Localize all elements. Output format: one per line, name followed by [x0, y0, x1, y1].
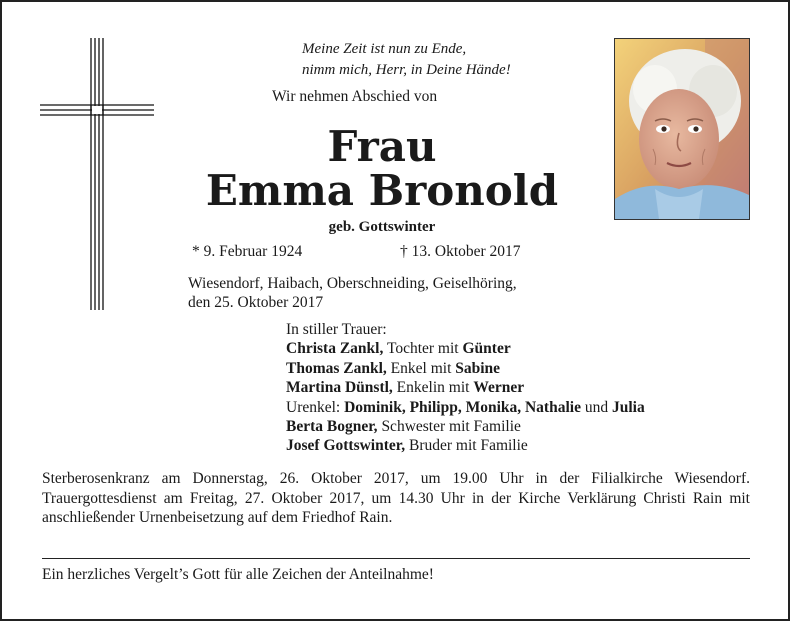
mourner-row: Urenkel: Dominik, Philipp, Monika, Nathalie und Julia — [286, 398, 645, 416]
verse-line-1: Meine Zeit ist nun zu Ende, — [302, 41, 467, 57]
birth-date: * 9. Februar 1924 — [192, 243, 303, 260]
cross-icon — [40, 38, 154, 310]
mourner-row: Christa Zankl, Tochter mit Günter — [286, 340, 511, 358]
mourners-list — [286, 320, 645, 456]
notice-date: den 25. Oktober 2017 — [188, 294, 324, 311]
verse — [302, 39, 511, 81]
salutation: Frau — [327, 122, 437, 171]
mourners-heading: In stiller Trauer: — [286, 321, 387, 338]
mourner-row: Martina Dünstl, Enkelin mit Werner — [286, 379, 525, 397]
funeral-details: Sterberosenkranz am Donnerstag, 26. Oktober 2017, um 19.00 Uhr in der Filialkirche Wiesendorf. Trauergottesdienst am Freitag, 27. Oktober 2017, um 14.30 Uhr in der Kirche Verklärung Christi Rain mit anschließender Urnenbeisetzung auf dem Friedhof Rain. — [42, 470, 750, 526]
divider — [42, 558, 750, 559]
mourner-row: Thomas Zankl, Enkel mit Sabine — [286, 359, 501, 377]
death-date: † 13. Oktober 2017 — [400, 243, 521, 260]
deceased-name: Emma Bronold — [205, 166, 559, 215]
portrait-photo — [614, 38, 750, 220]
mourner-row: Josef Gottswinter, Bruder mit Familie — [286, 437, 528, 455]
places-line: Wiesendorf, Haibach, Oberschneiding, Geiselhöring, — [188, 275, 517, 292]
birth-name: geb. Gottswinter — [328, 219, 436, 235]
verse-line-2: nimm mich, Herr, in Deine Hände! — [302, 62, 511, 78]
thanks-text: Ein herzliches Vergelt’s Gott für alle Zeichen der Anteilnahme! — [42, 566, 434, 583]
intro-text: Wir nehmen Abschied von — [272, 88, 438, 105]
places-and-date — [188, 274, 517, 312]
mourner-row: Berta Bogner, Schwester mit Familie — [286, 418, 521, 436]
